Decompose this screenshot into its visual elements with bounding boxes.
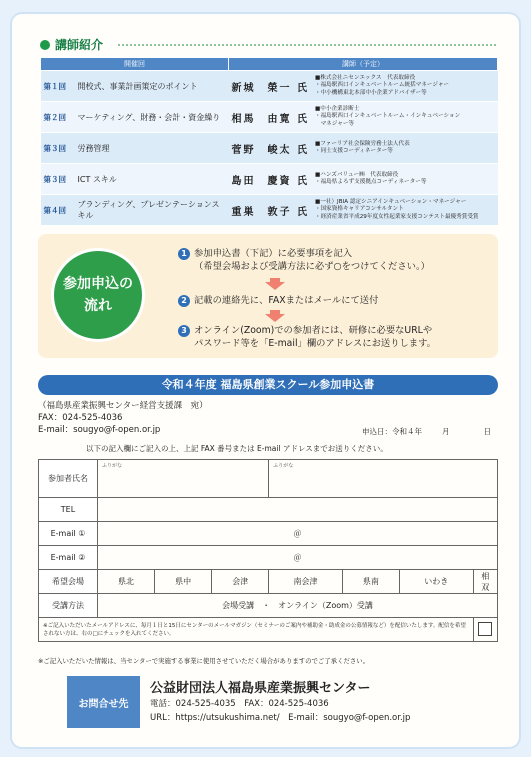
table-row: [41, 71, 498, 102]
session-number: 第４回: [41, 195, 75, 226]
instructor-name: 島田 慶資 氏: [229, 164, 312, 195]
org-name: 公益財団法人福島県産業振興センター: [150, 681, 371, 696]
venue-option[interactable]: 会津: [212, 570, 269, 594]
instructor-name: 菅野 峻太 氏: [229, 133, 312, 164]
instructor-name: 重巣 敦子 氏: [229, 195, 312, 226]
table-row: [41, 133, 498, 164]
magazine-note: ※ご記入いただいたメールアドレスに、毎月１日と15日にセンターのメールマガジン（セミナーのご案内や補助金・助成金の公募情報など）を配信いたします。配信を希望されない方は、右の□にチェックを入れてください。: [39, 618, 474, 642]
venue-option[interactable]: 県中: [155, 570, 212, 594]
instructor-profile: ■ファーリア社会保険労務士法人代表 ・同士支援コーディネーター等: [312, 133, 498, 164]
optout-checkbox-cell[interactable]: [473, 618, 497, 642]
step-number-icon: 2: [178, 295, 190, 307]
contact-badge: お問合せ先: [67, 676, 140, 728]
application-date: 申込日：令和４年 月 日: [362, 427, 491, 436]
table-row: [41, 164, 498, 195]
badge-line: 流れ: [84, 298, 112, 314]
step-number-icon: 3: [178, 325, 190, 337]
privacy-note: ※ご記入いただいた情報は、当センターで実施する事業に使用させていただく場合がありますのでご了承ください。: [38, 657, 370, 665]
session-number: 第３回: [41, 133, 75, 164]
venue-label: 希望会場: [39, 570, 98, 594]
session-topic: マーケティング、財務・会計・資金繰り: [75, 102, 229, 133]
dotted-divider: [118, 44, 496, 46]
section-title: 講師紹介: [55, 38, 104, 52]
venue-option[interactable]: 南会津: [269, 570, 343, 594]
instructor-profile: ■一社）JBIA 認定シニアインキュベーション・マネージャー ・国家資格キャリアコンサルタント ・経済産業省平成29年度女性起業家支援コンテスト最優秀賞受賞: [312, 195, 498, 226]
method-label: 受講方法: [39, 594, 98, 618]
col-date-header: 開催回: [41, 58, 229, 71]
form-instruction: 以下の記入欄にご記入の上、上記 FAX 番号または E-mail アドレスまでお送りください。: [86, 444, 388, 453]
application-flow-badge: [54, 251, 142, 339]
venue-option[interactable]: 相双: [473, 570, 497, 594]
session-number: 第１回: [41, 71, 75, 102]
session-topic: 労務管理: [75, 133, 229, 164]
instructor-profile: ■中小企業診断士 ・福島駅西口インキュベートルーム・インキュベーション マネジャー等: [312, 102, 498, 133]
instructor-name: 相馬 由寛 氏: [229, 102, 312, 133]
name-label: 参加者氏名: [39, 460, 98, 498]
session-topic: ブランディング、プレゼンテーションスキル: [75, 195, 229, 226]
table-row: [41, 102, 498, 133]
instructors-table: [40, 57, 498, 226]
instructor-profile: ■株式会社ニセンエックス 代表取締役 ・福島駅西口インキュベートルーム統括マネージャー ・中小機構東北本部中小企業アドバイザー等: [312, 71, 498, 102]
tel-field[interactable]: [98, 498, 498, 522]
venue-option[interactable]: 県南: [342, 570, 399, 594]
optout-checkbox[interactable]: [478, 622, 492, 636]
venue-option[interactable]: いわき: [399, 570, 473, 594]
application-form-table: [38, 459, 498, 642]
email1-label: E-mail ①: [39, 522, 98, 546]
arrow-down-icon: [265, 314, 285, 322]
session-topic: ICT スキル: [75, 164, 229, 195]
fax-number: FAX：024-525-4036: [38, 413, 123, 423]
table-row: [41, 195, 498, 226]
col-instructor-header: 講師（予定）: [229, 58, 498, 71]
application-flow-box: [38, 234, 498, 358]
email1-field[interactable]: ＠: [98, 522, 498, 546]
instructor-name: 新城 榮一 氏: [229, 71, 312, 102]
contact-phone: 電話：024-525-4035 FAX：024-525-4036: [150, 699, 329, 709]
step-1: 1 参加申込書（下記）に必要事項を記入 （希望会場および受講方法に必ず○をつけてください。）: [178, 247, 430, 273]
contact-url: URL：https://utsukushima.net/ E-mail：sougyo@f-open.or.jp: [150, 713, 411, 723]
green-dot-icon: [40, 40, 50, 50]
email-address: E-mail：sougyo@f-open.or.jp: [38, 425, 161, 435]
recipient: （福島県産業振興センター経営支援課 宛）: [38, 401, 208, 411]
method-options[interactable]: 会場受講 ・ オンライン（Zoom）受講: [98, 594, 498, 618]
tel-label: TEL: [39, 498, 98, 522]
arrow-down-icon: [265, 282, 285, 290]
instructor-profile: ■ハンズバリュー㈱ 代表取締役 ・福島県よろず支援拠点コーディネーター等: [312, 164, 498, 195]
name-field-2[interactable]: ふりがな: [269, 460, 498, 498]
email2-label: E-mail ②: [39, 546, 98, 570]
venue-option[interactable]: 県北: [98, 570, 155, 594]
step-2: 2 記載の連絡先に、FAXまたはメールにて送付: [178, 294, 378, 307]
badge-line: 参加申込の: [63, 276, 133, 292]
name-field-1[interactable]: ふりがな: [98, 460, 269, 498]
step-3: 3 オンライン(Zoom)での参加者には、研修に必要なURLや パスワード等を「E-mail」欄のアドレスにお送りします。: [178, 324, 436, 350]
session-number: 第２回: [41, 102, 75, 133]
session-topic: 開校式、事業計画策定のポイント: [75, 71, 229, 102]
email2-field[interactable]: ＠: [98, 546, 498, 570]
form-title: 令和４年度 福島県創業スクール参加申込書: [38, 375, 498, 395]
step-number-icon: 1: [178, 248, 190, 260]
session-number: 第３回: [41, 164, 75, 195]
